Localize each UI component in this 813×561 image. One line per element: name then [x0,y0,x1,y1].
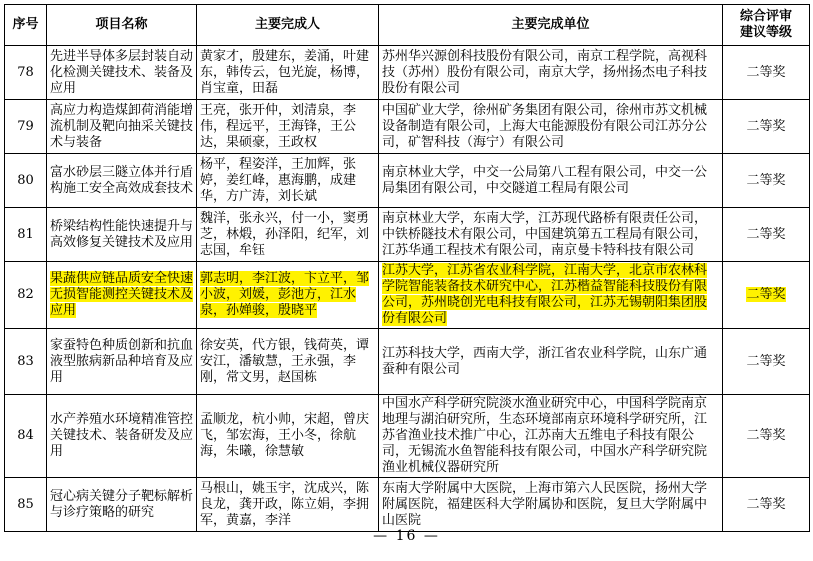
row-project: 水产养殖水环境精准管控关键技术、装备研发及应用 [47,395,197,478]
row-award: 二等奖 [723,478,810,532]
table-row [5,154,810,208]
row-units: 中国水产科学研究院淡水渔业研究中心，中国科学院南京地理与湖泊研究所，生态环境部南京环境科学研究所，江苏省渔业技术推广中心，江苏南大五维电子科技有限公司，无锡流水鱼智能科技有限公司，中国水产科学研究院渔业机械仪器研究所 [379,395,723,478]
row-people: 孟顺龙，杭小帅，宋超，曾庆飞，邹宏海，王小冬，徐航海，朱曦，徐慧敏 [197,395,379,478]
row-project: 富水砂层三隧立体并行盾构施工安全高效成套技术 [47,154,197,208]
header-units: 主要完成单位 [379,5,723,46]
table-row [5,100,810,154]
row-num: 78 [5,46,47,100]
table-header-row [5,5,810,46]
table-row [5,395,810,478]
row-people: 魏洋，张永兴，付一小，窦勇芝，林煅，孙泽阳，纪军，刘志国，牟钰 [197,208,379,262]
table-row [5,208,810,262]
row-num: 83 [5,329,47,395]
page-number: — 16 — [373,528,440,544]
row-num: 81 [5,208,47,262]
awards-table [4,4,810,532]
row-project [47,262,197,329]
row-project: 冠心病关键分子靶标解析与诊疗策略的研究 [47,478,197,532]
row-people: 马根山，姚玉宇，沈成兴，陈良龙，龚开政，陈立娟，李拥军，黄嘉，李洋 [197,478,379,532]
header-project: 项目名称 [47,5,197,46]
table-row-highlighted [5,262,810,329]
row-people: 杨平，程姿洋，王加辉，张婷，姜红峰，惠海鹏，成建华，方广涛，刘长斌 [197,154,379,208]
row-project: 先进半导体多层封装自动化检测关键技术、装备及应用 [47,46,197,100]
row-num: 79 [5,100,47,154]
highlighted-units: 江苏大学，江苏省农业科学院，江南大学，北京市农林科学院智能装备技术研究中心，江苏楷益智能科技股份有限公司，苏州晓创光电科技有限公司，江苏无锡朝阳集团股份有限公司 [382,263,708,326]
row-people: 王亮，张开仲，刘清泉，李伟，程远平，王海锋，王公达，果硕豪，王政权 [197,100,379,154]
row-award: 二等奖 [723,329,810,395]
header-people: 主要完成人 [197,5,379,46]
header-award-line1: 综合评审 [739,9,792,24]
header-num: 序号 [5,5,47,46]
row-project: 家蚕特色种质创新和抗血液型脓病新品种培育及应用 [47,329,197,395]
row-units: 中国矿业大学，徐州矿务集团有限公司，徐州市苏文机械设备制造有限公司，上海大屯能源股份有限公司江苏分公司，矿智科技（海宁）有限公司 [379,100,723,154]
row-num: 80 [5,154,47,208]
row-people: 徐安英，代方银，钱荷英，谭安江，潘敏慧，王永强，李刚，常文男，赵国栋 [197,329,379,395]
row-project: 桥梁结构性能快速提升与高效修复关键技术及应用 [47,208,197,262]
row-award: 二等奖 [723,154,810,208]
highlighted-award: 二等奖 [746,287,786,302]
row-units: 江苏科技大学，西南大学，浙江省农业科学院，山东广通蚕种有限公司 [379,329,723,395]
row-award: 二等奖 [723,100,810,154]
row-units: 东南大学附属中大医院，上海市第六人民医院，扬州大学附属医院，福建医科大学附属协和医院，复旦大学附属中山医院 [379,478,723,532]
highlighted-people: 郭志明，李江波，卞立平，邹小波，刘媛，彭池方，江水泉，孙婵骏，殷晓平 [200,271,370,318]
table-row [5,46,810,100]
row-units: 南京林业大学，中交一公局第八工程有限公司，中交一公局集团有限公司，中交隧道工程局有限公司 [379,154,723,208]
row-people [197,262,379,329]
row-project: 高应力构造煤卸荷消能增流机制及靶向抽采关键技术与装备 [47,100,197,154]
highlighted-project: 果蔬供应链品质安全快速无损智能测控关键技术及应用 [50,271,194,318]
header-award-line2: 建议等级 [739,25,792,40]
row-num: 85 [5,478,47,532]
row-units [379,262,723,329]
row-award: 二等奖 [723,395,810,478]
table-row [5,329,810,395]
table-row [5,478,810,532]
row-units: 苏州华兴源创科技股份有限公司，南京工程学院，高视科技（苏州）股份有限公司，南京大学，扬州扬杰电子科技股份有限公司 [379,46,723,100]
row-award: 二等奖 [723,46,810,100]
row-num: 84 [5,395,47,478]
row-units: 南京林业大学，东南大学，江苏现代路桥有限责任公司，中铁桥隧技术有限公司，中国建筑第五工程局有限公司，江苏华通工程技术有限公司，南京曼卡特科技有限公司 [379,208,723,262]
row-award [723,262,810,329]
header-award [723,5,810,46]
row-award: 二等奖 [723,208,810,262]
document-page [4,4,809,532]
row-num: 82 [5,262,47,329]
row-people: 黄家才，殷建东，姜涌，叶建东，韩传云，包光旋，杨博，肖宝童，田磊 [197,46,379,100]
